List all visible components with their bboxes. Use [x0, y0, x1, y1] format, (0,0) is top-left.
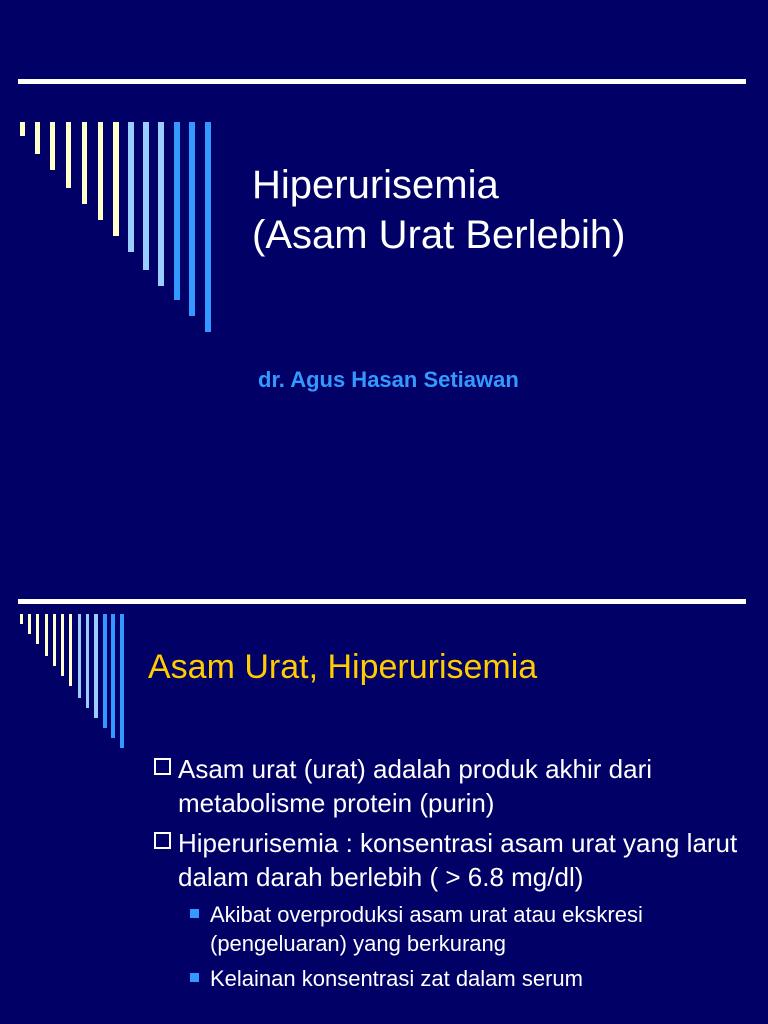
stripe: [78, 614, 81, 698]
top-rule: [18, 599, 746, 604]
stripe: [82, 122, 87, 204]
bullet-text: Asam urat (urat) adalah produk akhir dari metabolisme protein (purin): [178, 754, 653, 818]
stripe: [120, 614, 124, 748]
filled-square-bullet-icon: [190, 909, 199, 918]
bullet-list: [152, 752, 752, 999]
stripe: [128, 122, 134, 252]
bullet-text: Hiperurisemia : konsentrasi asam urat yang larut dalam darah berlebih ( > 6.8 mg/dl): [178, 828, 738, 892]
stripe: [69, 614, 72, 686]
stripe: [158, 122, 164, 286]
stripe: [53, 614, 56, 666]
stripe: [98, 122, 103, 220]
slide-content: [0, 580, 768, 1024]
stripe: [189, 122, 195, 316]
stripe: [36, 614, 39, 644]
stripe: [94, 614, 98, 718]
stripe: [111, 614, 115, 738]
bullet-item: [152, 752, 752, 820]
stripe: [205, 122, 211, 332]
filled-square-bullet-icon: [190, 973, 199, 982]
stripe: [174, 122, 180, 300]
sub-bullet-item: [152, 900, 752, 958]
sub-bullet-item: [152, 964, 752, 993]
stripe: [45, 614, 48, 656]
stripe: [35, 122, 40, 154]
stripe: [20, 614, 23, 624]
title-line-1: Hiperurisemia: [252, 163, 499, 207]
slide-title: [0, 0, 768, 500]
sub-bullet-text: Kelainan konsentrasi zat dalam serum: [210, 966, 583, 991]
author-name: dr. Agus Hasan Setiawan: [258, 367, 519, 392]
stripe: [103, 614, 107, 728]
stripe: [28, 614, 31, 634]
title-line-2: (Asam Urat Berlebih): [252, 213, 626, 257]
stripe: [143, 122, 149, 270]
stripe: [86, 614, 89, 708]
stripe: [50, 122, 55, 170]
slide-heading: Asam Urat, Hiperurisemia: [148, 648, 538, 686]
stripe: [20, 122, 25, 136]
sub-bullet-text: Akibat overproduksi asam urat atau ekskresi (pengeluaran) yang berkurang: [210, 902, 643, 956]
top-rule: [18, 79, 746, 84]
bullet-item: [152, 826, 752, 894]
hollow-square-bullet-icon: [154, 832, 171, 849]
stripe: [66, 122, 71, 188]
slide-title-heading: [252, 160, 625, 260]
stripe: [113, 122, 119, 236]
hollow-square-bullet-icon: [154, 758, 171, 775]
stripe: [61, 614, 64, 676]
